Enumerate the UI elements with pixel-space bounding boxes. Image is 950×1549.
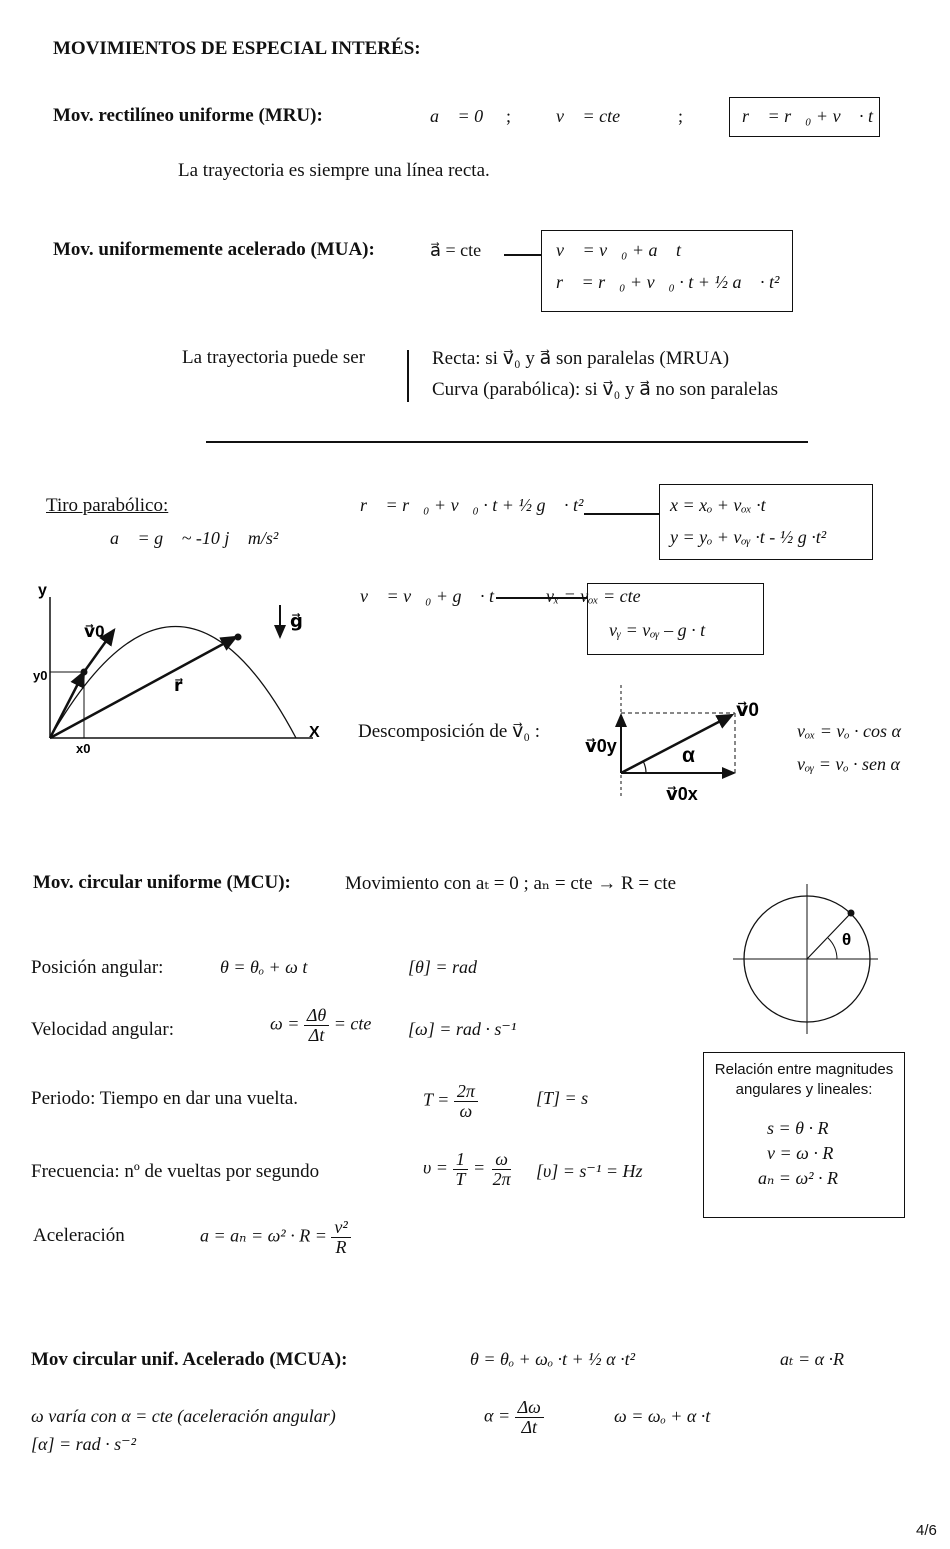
acceleration-label: Aceleración — [33, 1225, 125, 1246]
v0-big-label: v⃗0 — [736, 700, 759, 721]
theta-arc — [828, 938, 837, 959]
per-num: 2π — [454, 1082, 478, 1102]
mua-trajectory-curve: Curva (parabólica): si v⃗₀ y a⃗ no son paralelas — [432, 379, 779, 400]
eq-vox: vₒₓ = vₒ · cos α — [797, 721, 901, 741]
r-label: r⃗ — [174, 676, 183, 695]
mcu-intro: Movimiento con aₜ = 0 ; aₙ = cte → R = cte — [345, 873, 677, 894]
angular-velocity-eq — [270, 1006, 371, 1045]
vel-den: Δt — [308, 1024, 325, 1045]
mcua-omega-note: ω varía con α = cte (aceleración angular) — [31, 1406, 336, 1426]
angular-position-label: Posición angular: — [31, 957, 164, 978]
per-den: ω — [459, 1100, 473, 1121]
mua-trajectory-label: La trayectoria puede ser — [182, 347, 366, 368]
x0-label: x0 — [76, 741, 91, 756]
v0y-label: v⃗0y — [585, 736, 617, 756]
mua-eq-a: a⃗ = cte — [430, 240, 482, 260]
tiro-eq-y: y = yₒ + vₒᵧ ·t - ½ g ·t² — [670, 527, 827, 547]
vel-rhs: = cte — [333, 1013, 372, 1034]
relation-an: aₙ = ω² · R — [758, 1168, 839, 1188]
mua-trajectory-bar — [407, 350, 409, 402]
mua-heading: Mov. uniformemente acelerado (MUA): — [53, 239, 375, 260]
per-lhs: T = — [423, 1089, 450, 1110]
frequency-eq — [423, 1150, 514, 1189]
mua-trajectory-straight: Recta: si v⃗₀ y a⃗ son paralelas (MRUA) — [432, 348, 730, 369]
y0-label: y0 — [33, 668, 48, 683]
page-title: MOVIMIENTOS DE ESPECIAL INTERÉS: — [53, 38, 421, 59]
mua-connector-line — [504, 254, 541, 256]
vel-lhs: ω = — [270, 1013, 300, 1034]
freq-lhs: υ = — [423, 1157, 448, 1178]
r-vector — [50, 637, 236, 738]
alpha-label: α — [682, 744, 695, 767]
x-axis-label: X — [309, 724, 320, 741]
vel-num: Δθ — [304, 1006, 329, 1026]
page-number: 4/6 — [916, 1522, 937, 1539]
alpha-num: Δω — [515, 1398, 544, 1418]
section-divider — [206, 441, 808, 443]
y-axis-label: y — [38, 582, 47, 599]
mcua-eq-at: aₜ = α ·R — [780, 1349, 845, 1369]
mru-sep-1: ; — [506, 106, 512, 126]
period-unit: [T] = s — [536, 1088, 589, 1108]
theta-label: θ — [842, 930, 852, 949]
period-eq — [423, 1082, 478, 1121]
mru-note: La trayectoria es siempre una línea recta. — [178, 160, 490, 181]
freq-num-2: ω — [492, 1150, 511, 1170]
trajectory-curve — [50, 627, 296, 739]
tiro-eq-v: v⃗ = v⃗₀ + g⃗ · t — [360, 586, 495, 606]
period-label: Periodo: Tiempo en dar una vuelta. — [31, 1088, 299, 1109]
tiro-connector-r — [584, 513, 659, 515]
tiro-eq-vx: vₓ = vₒₓ = cte — [546, 586, 641, 606]
mcua-eq-omega: ω = ωₒ + α ·t — [614, 1406, 711, 1426]
projectile-diagram — [28, 575, 328, 760]
mua-eq-r: r⃗ = r⃗₀ + v⃗₀ · t + ½ a⃗ · t² — [556, 272, 780, 292]
g-label: g⃗ — [290, 611, 303, 631]
angular-velocity-label: Velocidad angular: — [31, 1019, 174, 1040]
alpha-arc — [643, 761, 646, 773]
mcua-heading: Mov circular unif. Acelerado (MCUA): — [31, 1349, 348, 1370]
mru-eq-r: r⃗ = r⃗₀ + v⃗ · t — [742, 106, 874, 126]
acc-num: v² — [331, 1218, 350, 1238]
alpha-lhs: α = — [484, 1405, 511, 1426]
mua-eq-v: v⃗ = v⃗₀ + a⃗ t — [556, 240, 682, 260]
v0-vector-decomp — [621, 715, 732, 773]
alpha-den: Δt — [521, 1416, 538, 1437]
freq-num-1: 1 — [453, 1150, 468, 1170]
tiro-eq-a: a⃗ = g⃗ ~ -10 j⃗ m/s² — [110, 528, 279, 548]
circle-diagram — [730, 882, 880, 1037]
mru-sep-2: ; — [678, 106, 684, 126]
frequency-unit: [υ] = s⁻¹ = Hz — [536, 1161, 643, 1181]
angular-position-eq: θ = θₒ + ω t — [220, 957, 308, 977]
mru-heading: Mov. rectilíneo uniforme (MRU): — [53, 105, 323, 126]
mru-eq-a: a⃗ = 0 — [430, 106, 484, 126]
angular-position-unit: [θ] = rad — [408, 957, 478, 977]
eq-voy: vₒᵧ = vₒ · sen α — [797, 754, 900, 774]
acc-den: R — [335, 1236, 347, 1257]
tiro-eq-r: r⃗ = r⃗₀ + v⃗₀ · t + ½ g⃗ · t² — [360, 495, 584, 515]
mcu-heading: Mov. circular uniforme (MCU): — [33, 872, 291, 893]
freq-den-1: T — [455, 1168, 466, 1189]
tiro-eq-vy: vᵧ = vₒᵧ – g · t — [609, 620, 706, 640]
v0-label: v⃗0 — [84, 622, 105, 641]
decomposition-diagram — [580, 680, 780, 805]
freq-mid: = — [472, 1157, 486, 1178]
mru-eq-v: v⃗ = cte — [556, 106, 621, 126]
frequency-label: Frecuencia: nº de vueltas por segundo — [31, 1161, 320, 1182]
tiro-eq-x: x = xₒ + vₒₓ ·t — [670, 495, 766, 515]
relation-v: v = ω · R — [767, 1143, 834, 1163]
freq-den-2: 2π — [492, 1168, 511, 1189]
angular-velocity-unit: [ω] = rad · s⁻¹ — [408, 1019, 517, 1039]
acceleration-eq — [200, 1218, 351, 1257]
current-point — [235, 634, 242, 641]
v0x-label: v⃗0x — [666, 784, 698, 804]
mcua-alpha-unit: [α] = rad · s⁻² — [31, 1434, 137, 1454]
acc-lhs: a = aₙ = ω² · R = — [200, 1225, 327, 1246]
tiro-heading: Tiro parabólico: — [46, 495, 169, 516]
decomposition-label: Descomposición de v⃗₀ : — [358, 721, 540, 742]
circle-point — [848, 910, 855, 917]
mcua-eq-theta: θ = θₒ + ωₒ ·t + ½ α ·t² — [470, 1349, 635, 1369]
mcua-alpha-eq — [484, 1398, 544, 1437]
relations-title: Relación entre magnitudes angulares y lineales: — [714, 1061, 894, 1098]
relation-s: s = θ · R — [767, 1118, 829, 1138]
